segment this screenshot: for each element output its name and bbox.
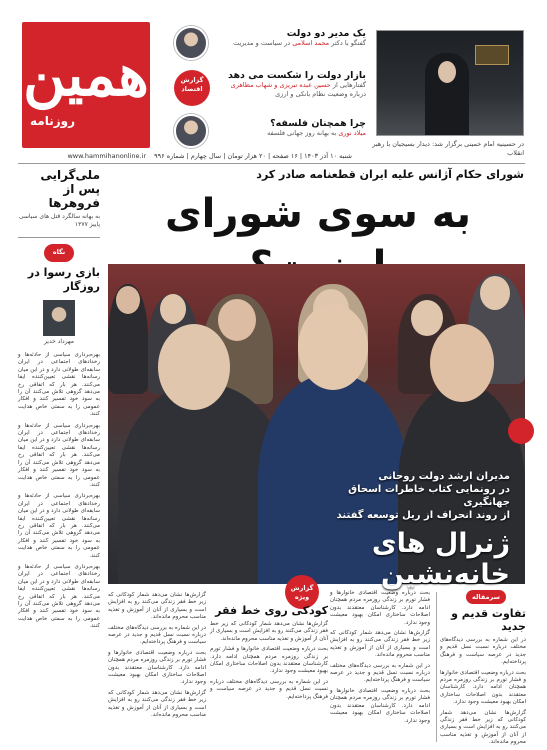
teaser-1[interactable] bbox=[170, 26, 370, 66]
left-body-text-4: بهره‌برداری سیاسی از حادثه‌ها و رخدادهای اجتماعی در ایران سابقه‌ای طولانی دارد و در این میان رسانه‌ها نقشی تعیین‌کننده ایفا می‌کنند. هر بار که اتفاقی رخ می‌دهد گروهی تلاش می‌کنند آن را به سود خود تفسیر کنند و افکار عمومی را به سمتی خاص هدایت کنند. bbox=[18, 563, 100, 630]
bottom-col2-body: بحث درباره وضعیت اقتصادی خانوارها و فشار تورم بر زندگی روزمره مردم همچنان ادامه دارد. کارشناسان معتقدند بدون اصلاحات ساختاری امکان بهبود معیشت وجود ندارد. bbox=[330, 590, 430, 626]
teaser-3-title: چرا همچنان فلسفه؟ bbox=[270, 118, 366, 129]
left-story-2-title[interactable]: بازی رسوا در روزگار bbox=[27, 266, 100, 293]
teaser-2-badge: گزارش اقتصاد bbox=[174, 70, 210, 106]
left-body-text-3: بهره‌برداری سیاسی از حادثه‌ها و رخدادهای اجتماعی در ایران سابقه‌ای طولانی دارد و در این میان رسانه‌ها نقشی تعیین‌کننده ایفا می‌کنند. هر بار که اتفاقی رخ می‌دهد گروهی تلاش می‌کنند آن را به سود خود تفسیر کنند و افکار عمومی را به سمتی خاص هدایت کنند. bbox=[18, 493, 100, 559]
author-name: مهرداد خدیر bbox=[43, 338, 75, 345]
bottom-col4-body: گزارش‌ها نشان می‌دهد شمار کودکانی که زیر خط فقر زندگی می‌کنند رو به افزایش است و بسیاری از آنان از آموزش و تغذیه مناسب محروم مانده‌اند. bbox=[108, 592, 206, 621]
bottom-story-2-body: گزارش‌ها نشان می‌دهد شمار کودکانی که زیر خط فقر زندگی می‌کنند رو به افزایش است و بسیاری از آنان از آموزش و تغذیه مناسب محروم مانده‌اند. bbox=[210, 621, 328, 642]
teaser-3[interactable] bbox=[170, 114, 370, 154]
bottom-story-2 bbox=[210, 604, 328, 701]
teaser-3-sub: میلاد نوری به بهانه روز جهانی فلسفه bbox=[267, 129, 366, 137]
teaser-1-avatar bbox=[174, 26, 208, 60]
main-headline[interactable]: به سوی شورای bbox=[164, 191, 471, 237]
logo-wordmark: همین bbox=[23, 41, 149, 109]
left-story-2-badge: نگاه bbox=[44, 244, 74, 262]
logo-subtitle: روزنامه bbox=[30, 114, 75, 128]
bottom-col2-body-2: گزارش‌ها نشان می‌دهد شمار کودکانی که زیر خط فقر زندگی می‌کنند رو به افزایش است و بسیاری از آنان از آموزش و تغذیه مناسب محروم مانده‌اند. bbox=[330, 630, 430, 659]
header-photo-caption: در حسینیه امام خمینی برگزار شد: دیدار بسیجیان با رهبر انقلاب bbox=[372, 140, 524, 157]
bottom-story-2-body-2: بحث درباره وضعیت اقتصادی خانوارها و فشار تورم بر زندگی روزمره مردم همچنان ادامه دارد. کارشناسان معتقدند بدون اصلاحات ساختاری امکان بهبود معیشت وجود ندارد. bbox=[210, 646, 328, 675]
special-report-badge: گزارش ویژه bbox=[285, 575, 319, 609]
teaser-1-sub: گفتگو با دکتر محمد اسلامی در سیاست و مدیریت bbox=[233, 39, 366, 47]
bottom-story-1-title[interactable]: تفاوت قدیم و جدید bbox=[451, 607, 526, 633]
photo-headline[interactable]: ژنرال های خانه‌نشین bbox=[371, 528, 510, 590]
left-body-text: بهره‌برداری سیاسی از حادثه‌ها و رخدادهای اجتماعی در ایران سابقه‌ای طولانی دارد و در این میان رسانه‌ها نقشی تعیین‌کننده ایفا می‌کنند. هر بار که اتفاقی رخ می‌دهد گروهی تلاش می‌کنند آن را به سود خود تفسیر کنند و افکار عمومی را به سمتی خاص هدایت کنند. bbox=[18, 352, 100, 418]
bottom-story-1 bbox=[440, 590, 526, 747]
header-photo[interactable] bbox=[376, 30, 524, 136]
bottom-story-2-title[interactable]: کودکی روی خط فقر bbox=[215, 604, 328, 617]
photo-corner-badge bbox=[508, 418, 534, 444]
left-story-1-text: به بهانه سالگرد قتل های سیاسی پاییز ۱۳۷۷ bbox=[18, 213, 100, 228]
main-kicker: شورای حکام آژانس علیه ایران قطعنامه صادر کرد bbox=[256, 168, 524, 181]
teaser-1-title: یک مدیر دو دولت bbox=[286, 28, 366, 39]
left-story-1-title[interactable]: ملی‌گرایی پس از فروهرها bbox=[40, 168, 100, 210]
bottom-column-4 bbox=[108, 592, 206, 720]
bottom-col2-body-3: در این شماره به بررسی دیدگاه‌های مختلف درباره نسبت نسل قدیم و جدید در عرصه سیاست و فرهنگ پرداخته‌ایم. bbox=[330, 662, 430, 684]
bottom-col4-body-2: در این شماره به بررسی دیدگاه‌های مختلف درباره نسبت نسل قدیم و جدید در عرصه سیاست و فرهنگ پرداخته‌ایم. bbox=[108, 624, 206, 646]
bottom-column-2 bbox=[330, 590, 430, 725]
teaser-2[interactable] bbox=[170, 68, 370, 110]
photo-subheadline: مدیران ارشد دولت روحانی در رونمایی کتاب خاطرات اسحاق جهانگیری از روند انحراف از ریل توسعه گفتند bbox=[336, 471, 510, 521]
bottom-story-1-body: در این شماره به بررسی دیدگاه‌های مختلف درباره نسبت نسل قدیم و جدید در عرصه سیاست و فرهنگ پرداخته‌ایم. bbox=[440, 637, 526, 666]
bottom-story-1-body-3: گزارش‌ها نشان می‌دهد شمار کودکانی که زیر خط فقر زندگی می‌کنند رو به افزایش است و بسیاری از آنان از آموزش و تغذیه مناسب محروم مانده‌اند. bbox=[440, 709, 526, 746]
editorial-badge: سرمقاله bbox=[466, 590, 506, 604]
bottom-col4-body-4: گزارش‌ها نشان می‌دهد شمار کودکانی که زیر خط فقر زندگی می‌کنند رو به افزایش است و بسیاری از آنان از آموزش و تغذیه مناسب محروم مانده‌اند. bbox=[108, 689, 206, 719]
bottom-col2-body-4: بحث درباره وضعیت اقتصادی خانوارها و فشار تورم بر زندگی روزمره مردم همچنان ادامه دارد. کارشناسان معتقدند بدون اصلاحات ساختاری امکان بهبود معیشت وجود ندارد. bbox=[330, 687, 430, 724]
teaser-2-sub: گفتارهایی از حسین عبده تبریزی و شهاب مظاهری درباره وضعیت نظام بانکی و ارزی bbox=[230, 81, 366, 98]
left-column bbox=[18, 168, 100, 631]
teaser-3-avatar bbox=[174, 114, 208, 148]
bottom-story-2-body-3: در این شماره به بررسی دیدگاه‌های مختلف درباره نسبت نسل قدیم و جدید در عرصه سیاست و فرهنگ پرداخته‌ایم. bbox=[210, 678, 328, 700]
bottom-col4-body-3: بحث درباره وضعیت اقتصادی خانوارها و فشار تورم بر زندگی روزمره مردم همچنان ادامه دارد. کارشناسان معتقدند بدون اصلاحات ساختاری امکان بهبود معیشت وجود ندارد. bbox=[108, 649, 206, 686]
teaser-2-title: بازار دولت را شکست می دهد bbox=[227, 70, 366, 81]
bottom-story-1-body-2: بحث درباره وضعیت اقتصادی خانوارها و فشار تورم بر زندگی روزمره مردم همچنان ادامه دارد. کارشناسان معتقدند بدون اصلاحات ساختاری امکان بهبود معیشت وجود ندارد. bbox=[440, 669, 526, 706]
author-photo bbox=[43, 300, 75, 336]
dateline-text: شنبه ۱۰ آذر ۱۴۰۳ | ۱۶ صفحه | ۲۰ هزار تومان | سال چهارم | شماره ۹۹۶ bbox=[154, 152, 352, 160]
website-url[interactable]: www.hammihanonline.ir bbox=[67, 152, 147, 160]
newspaper-logo bbox=[22, 22, 150, 148]
left-body-text-2: بهره‌برداری سیاسی از حادثه‌ها و رخدادهای اجتماعی در ایران سابقه‌ای طولانی دارد و در این میان رسانه‌ها نقشی تعیین‌کننده ایفا می‌کنند. هر بار که اتفاقی رخ می‌دهد گروهی تلاش می‌کنند آن را به سود خود تفسیر کنند و افکار عمومی را به سمتی خاص هدایت کنند. bbox=[18, 422, 100, 488]
